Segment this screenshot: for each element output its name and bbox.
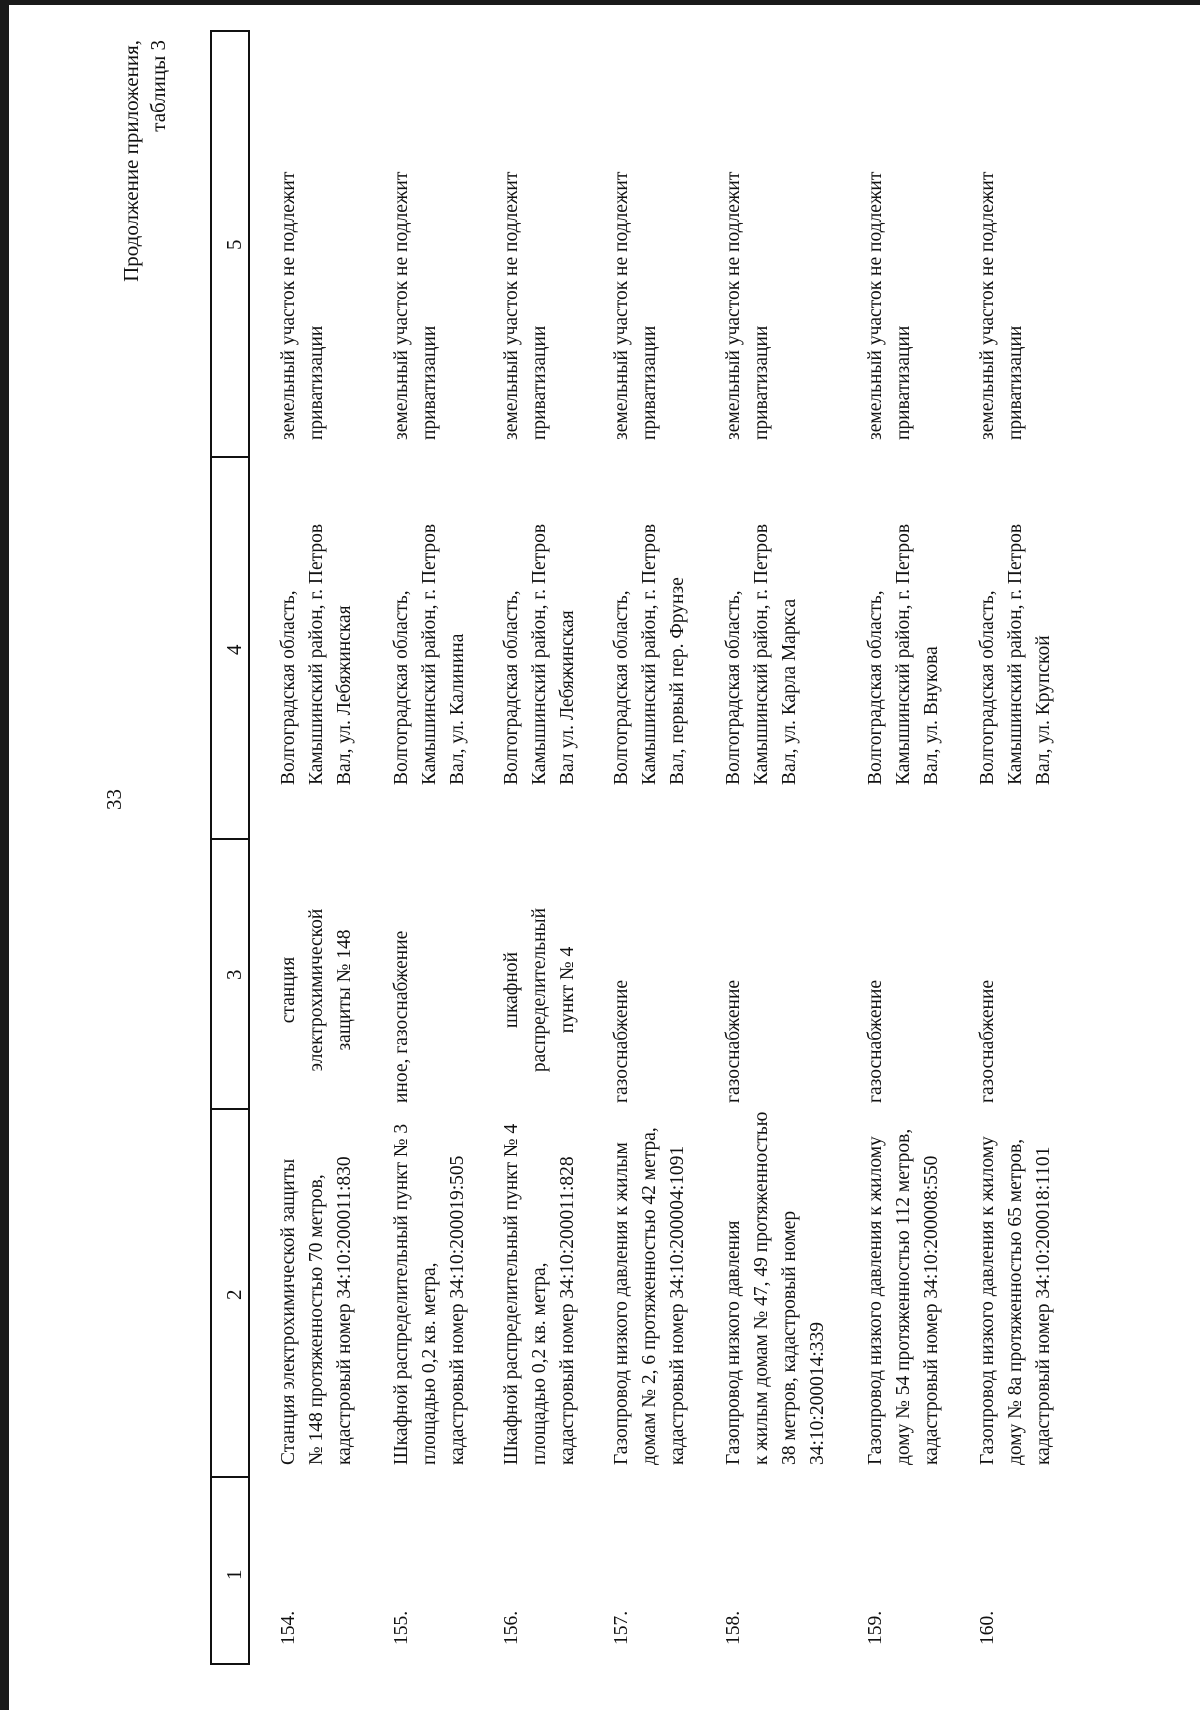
object-address-line: Вал, первый пер. Фрунзе xyxy=(667,577,688,785)
object-name-line: дому № 8а протяженностью 65 метров, xyxy=(1005,1138,1026,1465)
row-number: 157. xyxy=(611,1610,632,1645)
object-note-line: земельный участок не подлежит xyxy=(977,171,998,440)
object-address xyxy=(974,524,1058,785)
column-header-4: 4 xyxy=(222,644,246,655)
object-name-line: дому № 54 протяженностью 112 метров, xyxy=(893,1128,914,1465)
object-address xyxy=(498,524,582,785)
object-note-line: земельный участок не подлежит xyxy=(865,171,886,440)
column-divider xyxy=(210,1108,250,1110)
object-note xyxy=(608,172,664,440)
object-address-line: Вал ул. Лебяжинская xyxy=(557,610,578,785)
object-name xyxy=(720,1112,832,1465)
object-address-line: Волгоградская область, xyxy=(723,590,744,785)
object-purpose-line: распределительный xyxy=(529,907,550,1073)
object-purpose xyxy=(862,980,890,1103)
object-note-line: приватизации xyxy=(419,325,440,440)
object-name-line: кадастровый номер 34:10:200011:828 xyxy=(557,1156,578,1465)
row-number: 154. xyxy=(278,1610,299,1645)
object-name xyxy=(275,1156,359,1465)
object-address-line: Вал, ул. Калинина xyxy=(447,633,468,785)
object-purpose xyxy=(275,877,359,1103)
object-note xyxy=(275,172,331,440)
object-purpose-line: защиты № 148 xyxy=(334,929,355,1051)
object-purpose-line: газоснабжение xyxy=(723,979,744,1103)
object-address-line: Камышинский район, г. Петров xyxy=(751,523,772,785)
object-address-line: Вал, ул. Лебяжинская xyxy=(334,605,355,785)
object-address-line: Камышинский район, г. Петров xyxy=(639,523,660,785)
object-note xyxy=(498,172,554,440)
object-name-line: Газопровод низкого давления к жилым xyxy=(611,1142,632,1465)
row-number: 155. xyxy=(391,1610,412,1645)
object-name-line: кадастровый номер 34:10:200019:505 xyxy=(447,1155,468,1465)
scan-edge-left xyxy=(0,0,9,1710)
object-name-line: 38 метров, кадастровый номер xyxy=(779,1210,800,1465)
object-address-line: Вал, ул. Карла Маркса xyxy=(779,598,800,785)
object-address-line: Камышинский район, г. Петров xyxy=(306,523,327,785)
object-name xyxy=(974,1136,1058,1465)
object-address-line: Волгоградская область, xyxy=(865,590,886,785)
object-address-line: Вал, ул. Крупской xyxy=(1033,635,1054,785)
object-name-line: Газопровод низкого давления к жилому xyxy=(977,1136,998,1465)
object-note xyxy=(388,172,444,440)
object-note-line: приватизации xyxy=(893,325,914,440)
row-number: 160. xyxy=(977,1610,998,1645)
object-address-line: Камышинский район, г. Петров xyxy=(893,523,914,785)
object-name-line: Шкафной распределительный пункт № 4 xyxy=(501,1123,522,1465)
table-rule-top xyxy=(210,30,212,1665)
continuation-line: Продолжение приложения, xyxy=(119,40,143,282)
object-note-line: земельный участок не подлежит xyxy=(723,171,744,440)
object-purpose-line: шкафной xyxy=(501,951,522,1029)
object-address-line: Вал, ул. Внукова xyxy=(921,646,942,785)
column-header-2: 2 xyxy=(222,1289,246,1300)
object-address-line: Камышинский район, г. Петров xyxy=(419,523,440,785)
continuation-heading xyxy=(118,40,172,380)
column-header-3: 3 xyxy=(222,969,246,980)
column-divider xyxy=(210,30,250,32)
object-purpose xyxy=(388,931,416,1103)
object-address-line: Волгоградская область, xyxy=(391,590,412,785)
object-address-line: Волгоградская область, xyxy=(611,590,632,785)
object-name-line: кадастровый номер 34:10:200004:1091 xyxy=(667,1145,688,1465)
object-name-line: 34:10:200014:339 xyxy=(807,1321,828,1465)
object-address xyxy=(862,524,946,785)
object-address-line: Волгоградская область, xyxy=(278,590,299,785)
object-address xyxy=(275,524,359,785)
object-name-line: площадью 0,2 кв. метра, xyxy=(419,1262,440,1465)
object-note-line: приватизации xyxy=(751,325,772,440)
object-note-line: земельный участок не подлежит xyxy=(501,171,522,440)
row-number: 156. xyxy=(501,1610,522,1645)
object-purpose-line: иное, газоснабжение xyxy=(391,930,412,1103)
table-rule-bottom xyxy=(248,30,250,1665)
object-note xyxy=(862,172,918,440)
object-note-line: земельный участок не подлежит xyxy=(611,171,632,440)
object-note xyxy=(974,172,1030,440)
object-address xyxy=(720,524,804,785)
object-purpose xyxy=(720,980,748,1103)
object-purpose-line: газоснабжение xyxy=(977,979,998,1103)
object-name-line: к жилым домам № 47, 49 протяженностью xyxy=(751,1111,772,1465)
object-name-line: № 148 протяженностью 70 метров, xyxy=(306,1174,327,1465)
object-name xyxy=(608,1127,692,1465)
object-address xyxy=(388,524,472,785)
object-purpose-line: электрохимической xyxy=(306,908,327,1072)
column-header-1: 1 xyxy=(222,1569,246,1580)
rotated-page xyxy=(30,0,1054,1680)
object-name-line: кадастровый номер 34:10:200018:1101 xyxy=(1033,1146,1054,1465)
object-name xyxy=(388,1124,472,1465)
continuation-line: таблицы 3 xyxy=(146,40,170,132)
object-address-line: Камышинский район, г. Петров xyxy=(1005,523,1026,785)
object-name-line: Шкафной распределительный пункт № 3 xyxy=(391,1123,412,1465)
object-note-line: приватизации xyxy=(529,325,550,440)
row-number: 158. xyxy=(723,1610,744,1645)
row-number: 159. xyxy=(865,1610,886,1645)
object-note xyxy=(720,172,776,440)
object-name-line: домам № 2, 6 протяженностью 42 метра, xyxy=(639,1127,660,1465)
object-name-line: площадью 0,2 кв. метра, xyxy=(529,1262,550,1465)
column-divider xyxy=(210,1663,250,1665)
object-purpose-line: пункт № 4 xyxy=(557,946,578,1034)
object-note-line: приватизации xyxy=(306,325,327,440)
object-name xyxy=(498,1124,582,1465)
object-name-line: Газопровод низкого давления xyxy=(723,1220,744,1465)
object-address-line: Камышинский район, г. Петров xyxy=(529,523,550,785)
object-note-line: приватизации xyxy=(639,325,660,440)
object-name-line: Станция электрохимической защиты xyxy=(278,1158,299,1465)
object-purpose xyxy=(608,980,636,1103)
object-purpose-line: газоснабжение xyxy=(865,979,886,1103)
object-note-line: земельный участок не подлежит xyxy=(391,171,412,440)
object-address-line: Волгоградская область, xyxy=(501,590,522,785)
column-divider xyxy=(210,1476,250,1478)
object-purpose-line: газоснабжение xyxy=(611,979,632,1103)
column-divider xyxy=(210,456,250,458)
object-purpose xyxy=(974,980,1002,1103)
object-note-line: земельный участок не подлежит xyxy=(278,171,299,440)
object-purpose-line: станция xyxy=(278,956,299,1024)
object-name-line: Газопровод низкого давления к жилому xyxy=(865,1136,886,1465)
column-header-5: 5 xyxy=(222,239,246,250)
object-name xyxy=(862,1129,946,1465)
column-divider xyxy=(210,838,250,840)
object-name-line: кадастровый номер 34:10:200008:550 xyxy=(921,1155,942,1465)
object-note-line: приватизации xyxy=(1005,325,1026,440)
page-number: 33 xyxy=(102,789,126,810)
object-address-line: Волгоградская область, xyxy=(977,590,998,785)
object-address xyxy=(608,524,692,785)
object-name-line: кадастровый номер 34:10:200011:830 xyxy=(334,1156,355,1465)
object-purpose xyxy=(498,877,582,1103)
